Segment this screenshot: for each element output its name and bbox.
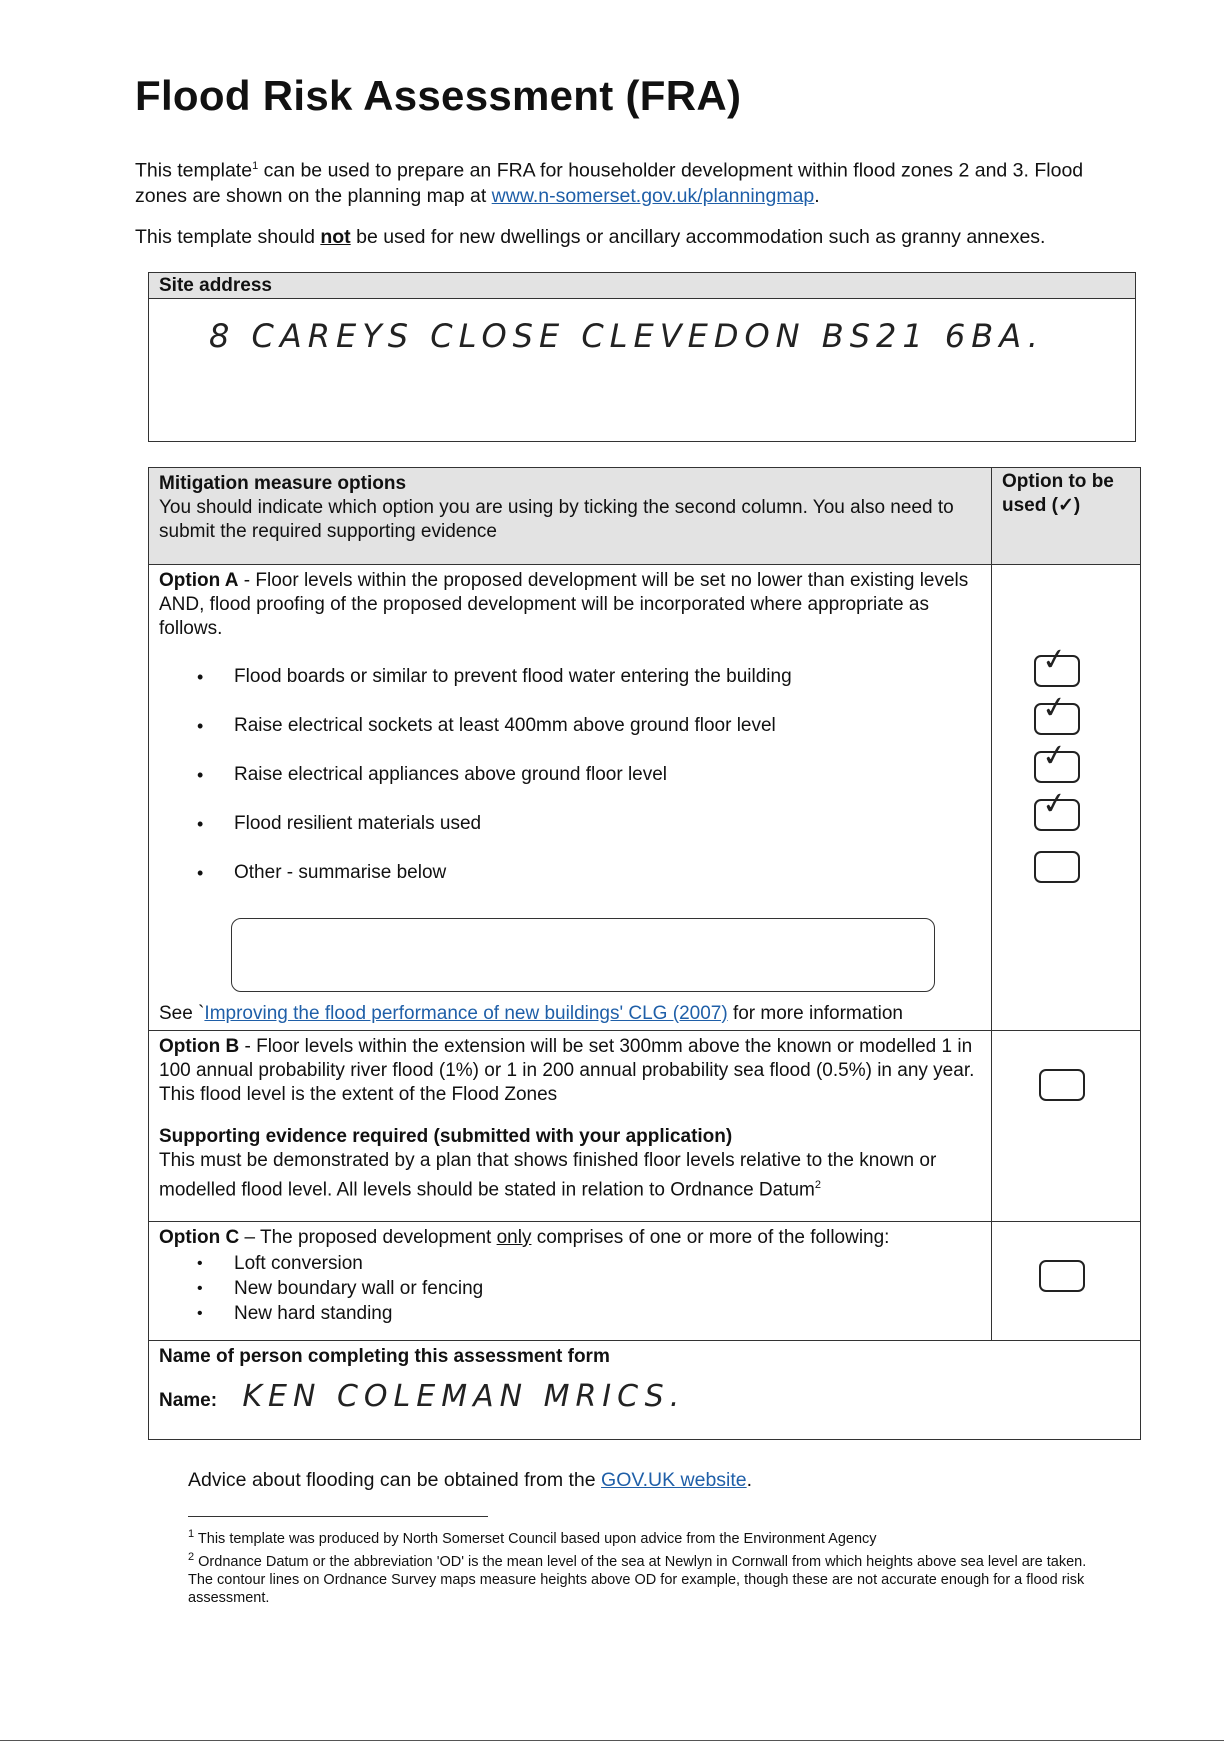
advice-line — [188, 1469, 752, 1492]
option-a-item: • Raise electrical appliances above ground floor level — [159, 763, 981, 812]
warning-not: not — [320, 226, 351, 248]
option-b-checkbox-cell — [992, 1031, 1141, 1222]
option-b-label: Option B — [159, 1036, 240, 1057]
option-a-checkbox-cell — [992, 565, 1141, 1031]
option-c-label: Option C — [159, 1227, 240, 1248]
person-row — [149, 1341, 1141, 1440]
mitigation-header-cell — [149, 468, 992, 565]
footnote-1 — [188, 1525, 1108, 1548]
option-c-item: • New boundary wall or fencing — [159, 1277, 981, 1302]
option-a-item: • Raise electrical sockets at least 400mm above ground floor level — [159, 714, 981, 763]
footnote-2 — [188, 1548, 1108, 1607]
option-c-item: • New hard standing — [159, 1302, 981, 1327]
checkbox-electrical-sockets[interactable] — [1034, 688, 1080, 735]
mitigation-table — [148, 467, 1141, 1440]
page-title: Flood Risk Assessment (FRA) — [135, 72, 742, 119]
option-a-row — [149, 565, 1141, 1031]
footnote-2-text: Ordnance Datum or the abbreviation 'OD' is the mean level of the sea at Newlyn in Cornwall from which heights above sea level are taken. The contour lines on Ordnance Survey maps measure heights above OD for example, though these are not accurate enough for a flood risk assessment. — [188, 1553, 1087, 1606]
advice-suffix: . — [746, 1469, 753, 1491]
checkbox-flood-boards[interactable] — [1034, 640, 1080, 687]
option-a-cell — [149, 565, 992, 1031]
advice-prefix: Advice about flooding can be obtained from the — [188, 1469, 602, 1491]
checkbox-option-c[interactable] — [1039, 1260, 1085, 1292]
option-c-item: • Loft conversion — [159, 1252, 981, 1277]
see-suffix: for more information — [727, 1003, 903, 1024]
warning-text-a: This template should — [135, 226, 321, 248]
site-address-value[interactable]: 8 CAREYS CLOSE CLEVEDON BS21 6BA. — [209, 317, 1044, 355]
option-c-cell — [149, 1222, 992, 1341]
page-bottom-rule — [0, 1740, 1224, 1741]
see-prefix: See ` — [159, 1003, 205, 1024]
option-b-evidence-heading: Supporting evidence required (submitted with your application) — [159, 1126, 733, 1147]
option-c-text-a: – The proposed development — [239, 1227, 497, 1248]
checkbox-electrical-appliances[interactable] — [1034, 736, 1080, 783]
option-b-evidence — [159, 1149, 981, 1202]
planning-map-link[interactable]: www.n-somerset.gov.uk/planningmap — [491, 184, 815, 207]
option-c-description — [159, 1226, 981, 1250]
footnote-ref-2: 2 — [814, 1179, 822, 1191]
option-a-item: • Flood resilient materials used — [159, 812, 981, 861]
option-c-only: only — [496, 1227, 532, 1248]
checkbox-option-b[interactable] — [1039, 1069, 1085, 1101]
name-row — [159, 1379, 1130, 1414]
site-address-heading: Site address — [149, 273, 1135, 299]
footnote-1-text: This template was produced by North Somerset Council based upon advice from the Environment Agency — [197, 1530, 877, 1547]
option-b-description — [159, 1035, 981, 1107]
option-column-heading: Option to be used (✓) — [992, 468, 1141, 565]
option-a-description — [159, 569, 981, 641]
checkbox-other[interactable] — [1034, 851, 1080, 883]
option-c-list — [159, 1252, 981, 1327]
warning-text-b: be used for new dwellings or ancillary accommodation such as granny annexes. — [350, 226, 1046, 248]
option-a-item: • Other - summarise below — [159, 861, 981, 910]
checkbox-resilient-materials[interactable] — [1034, 784, 1080, 831]
tick-icon: ✓ — [1039, 688, 1076, 728]
site-address-box — [148, 272, 1136, 442]
intro-paragraph — [135, 154, 1115, 209]
option-a-list — [159, 665, 981, 910]
intro-text-a: This template — [135, 159, 253, 182]
option-b-cell — [149, 1031, 992, 1222]
other-summary-input[interactable] — [231, 918, 935, 992]
option-c-checkbox-cell — [992, 1222, 1141, 1341]
option-a-see-note — [159, 1002, 981, 1026]
footnote-2-num: 2 — [188, 1550, 195, 1563]
person-heading: Name of person completing this assessment form — [159, 1346, 610, 1367]
tick-icon: ✓ — [1039, 736, 1076, 776]
option-b-evidence-text: This must be demonstrated by a plan that shows finished floor levels relative to the known or modelled flood level. All levels should be stated in relation to Ordnance Datum — [159, 1150, 937, 1201]
gov-uk-link[interactable]: GOV.UK website — [601, 1469, 747, 1491]
footnote-ref-1: 1 — [252, 160, 259, 172]
option-a-label: Option A — [159, 570, 239, 591]
option-c-text-b: comprises of one or more of the following: — [531, 1227, 890, 1248]
name-label: Name: — [159, 1390, 218, 1411]
intro-text-end: . — [814, 184, 820, 207]
footnote-divider — [188, 1516, 488, 1517]
intro-text-b: can be used to prepare an FRA for householder development within flood zones 2 and 3. Flood zones are shown on the planning map at — [135, 159, 1084, 207]
option-b-text: - Floor levels within the extension will be set 300mm above the known or modelled 1 in 100 annual probability river flood (1%) or 1 in 200 annual probability sea flood (0.5%) in any year. This flood level is the extent of the Flood Zones — [159, 1036, 975, 1105]
tick-icon: ✓ — [1039, 784, 1076, 824]
option-a-text: - Floor levels within the proposed development will be set no lower than existing levels AND, flood proofing of the proposed development will be incorporated where appropriate as follows. — [159, 570, 969, 639]
option-c-row — [149, 1222, 1141, 1341]
mitigation-description: You should indicate which option you are using by ticking the second column. You also need to submit the required supporting evidence — [159, 497, 954, 542]
flood-performance-link[interactable]: Improving the flood performance of new buildings' CLG (2007) — [204, 1003, 728, 1024]
option-b-row — [149, 1031, 1141, 1222]
footnotes — [188, 1525, 1108, 1607]
person-cell — [149, 1341, 1141, 1440]
option-a-item: • Flood boards or similar to prevent flood water entering the building — [159, 665, 981, 714]
tick-icon: ✓ — [1039, 640, 1076, 680]
mitigation-header-row — [149, 468, 1141, 565]
intro-warning — [135, 226, 1135, 249]
mitigation-heading: Mitigation measure options — [159, 473, 407, 494]
name-value[interactable]: KEN COLEMAN MRICS. — [242, 1379, 686, 1414]
footnote-1-num: 1 — [188, 1528, 195, 1540]
